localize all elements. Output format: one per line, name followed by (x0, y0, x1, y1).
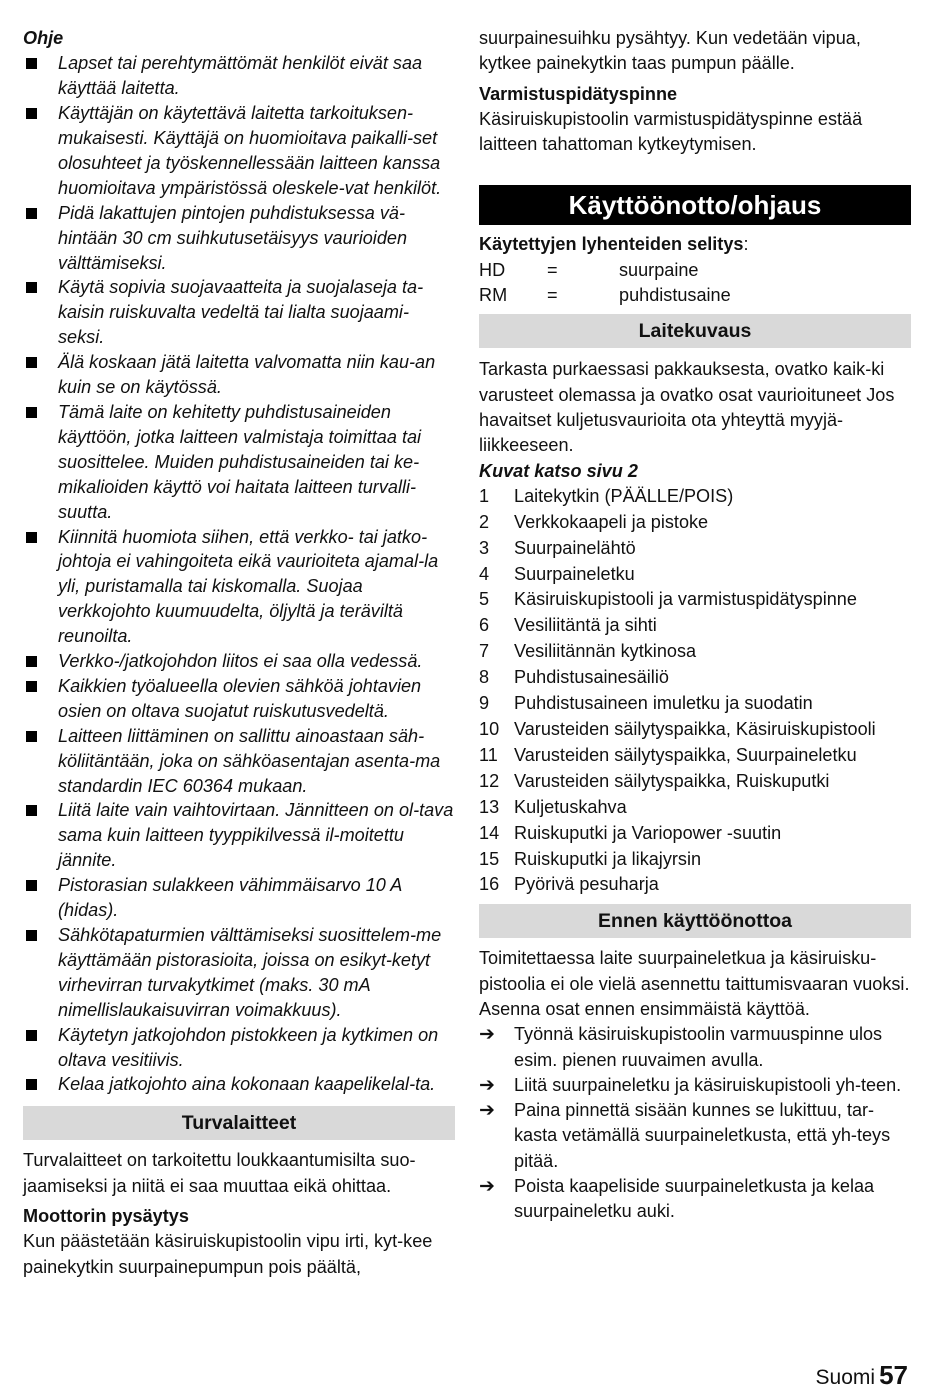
list-item: 3 Suurpainelähtö (479, 537, 636, 558)
page-footer (816, 1360, 908, 1393)
square-bullet-icon (26, 930, 37, 941)
right-column (479, 26, 911, 1225)
list-item: ➔ Poista kaapeliside suurpaineletkusta ja kelaa suurpaineletku auki. (479, 1176, 875, 1222)
bullet-item: Älä koskaan jätä laitetta valvomatta niin kau-an kuin se on käytössä. (23, 350, 455, 400)
varmistuspidatyspinne-text: Käsiruiskupistoolin varmistuspidätyspinne estää laitteen tahattoman kytkeytymisen. (479, 108, 863, 155)
ennen-kayttoonottoa-text: Toimitettaessa laite suurpaineletkua ja käsiruisku-pistoolia ei ole vielä asennettu taittumisvaaran vuoksi. Asenna osat ennen ensimmäistä käyttöä. (479, 948, 910, 1019)
square-bullet-icon (26, 1030, 37, 1041)
list-item: 2 Verkkokaapeli ja pistoke (479, 511, 709, 532)
arrow-right-icon: ➔ (479, 1024, 495, 1046)
bullet-item: Kelaa jatkojohto aina kokonaan kaapelikelal-ta. (23, 1072, 455, 1097)
safety-bullet-list (23, 51, 455, 1097)
bullet-item: Pistorasian sulakkeen vähimmäisarvo 10 A (hidas). (23, 873, 455, 923)
parts-list (479, 484, 911, 899)
turvalaitteet-text: Turvalaitteet on tarkoitettu loukkaantumisilta suo-jaamiseksi ja niitä ei saa muuttaa eikä ohittaa. (23, 1150, 416, 1196)
list-item: 16 Pyörivä pesuharja (479, 874, 659, 895)
list-item: 11 Varusteiden säilytyspaikka, Suurpaineletku (479, 744, 857, 765)
square-bullet-icon (26, 58, 37, 69)
bullet-item: Laitteen liittäminen on sallittu ainoastaan säh-köliitäntään, joka on sähköasentajan asenta-ma standardin IEC 60364 mukaan. (23, 724, 455, 799)
square-bullet-icon (26, 357, 37, 368)
footer-language: Suomi (815, 1366, 876, 1389)
abbreviation-row: RM = puhdistusaine (479, 285, 731, 306)
abbreviation-row: HD = suurpaine (479, 259, 699, 280)
list-item: 7 Vesiliitännän kytkinosa (479, 641, 697, 662)
bullet-item: Pidä lakattujen pintojen puhdistuksessa vä-hintään 30 cm suihkutusetäisyys vaurioiden välttämiseksi. (23, 201, 455, 276)
bullet-item: Käytä sopivia suojavaatteita ja suojalaseja ta-kaisin ruiskuvalta vedeltä tai lialta suojaami-seksi. (23, 275, 455, 350)
list-item: 6 Vesiliitäntä ja sihti (479, 615, 657, 636)
list-item: 1 Laitekytkin (PÄÄLLE/POIS) (479, 485, 734, 506)
bullet-item: Käyttäjän on käytettävä laitetta tarkoituksen-mukaisesti. Käyttäjä on huomioitava paikalli-set olosuhteet ja työskennellessään laitteen kanssa huomioitava ympäristössä oleskele-vat henkilöt. (23, 101, 455, 201)
square-bullet-icon (26, 880, 37, 891)
kayttoonotto-section-title: Käyttöönotto/ohjaus (479, 185, 911, 225)
kuvat-reference: Kuvat katso sivu 2 (479, 460, 638, 481)
bullet-item: Tämä laite on kehitetty puhdistusaineiden käyttöön, jotka laitteen valmistaja toimittaa tai suosittelee. Muiden puhdistusaineiden tai ke-mikalioiden käyttö voi haitata laitteen turvalli-suutta. (23, 400, 455, 525)
square-bullet-icon (26, 1079, 37, 1090)
list-item: 8 Puhdistusainesäiliö (479, 667, 669, 688)
square-bullet-icon (26, 731, 37, 742)
moottorin-pysaytys-heading: Moottorin pysäytys (23, 1205, 189, 1226)
list-item: ➔ Työnnä käsiruiskupistoolin varmuuspinne ulos esim. pienen ruuvaimen avulla. (479, 1024, 883, 1070)
bullet-item: Liitä laite vain vaihtovirtaan. Jännitteen on ol-tava sama kuin laitteen tyyppikilvessä il-moitettu jännite. (23, 798, 455, 873)
list-item: 10 Varusteiden säilytyspaikka, Käsiruiskupistooli (479, 719, 876, 740)
abbreviations-heading: Käytettyjen lyhenteiden selitys: (479, 234, 749, 255)
moottorin-pysaytys-text: Kun päästetään käsiruiskupistoolin vipu irti, kyt-kee painekytkin suurpainepumpun pois päältä, (23, 1231, 433, 1277)
square-bullet-icon (26, 681, 37, 692)
square-bullet-icon (26, 805, 37, 816)
bullet-item: Käytetyn jatkojohdon pistokkeen ja kytkimen on oltava vesitiivis. (23, 1023, 455, 1073)
laitekuvaus-heading: Laitekuvaus (479, 314, 911, 348)
ohje-title: Ohje (23, 28, 64, 48)
left-column (23, 26, 455, 1280)
square-bullet-icon (26, 532, 37, 543)
square-bullet-icon (26, 108, 37, 119)
square-bullet-icon (26, 407, 37, 418)
list-item: 13 Kuljetuskahva (479, 796, 627, 817)
steps-list (479, 1022, 911, 1224)
varmistuspidatyspinne-heading: Varmistuspidätyspinne (479, 83, 678, 104)
continued-text: suurpainesuihku pysähtyy. Kun vedetään vipua, kytkee painekytkin taas pumpun päälle. (479, 28, 861, 74)
arrow-right-icon: ➔ (479, 1074, 495, 1096)
arrow-right-icon: ➔ (479, 1176, 495, 1198)
bullet-item: Sähkötapaturmien välttämiseksi suosittelem-me käyttämään pistorasioita, joissa on esikyt-ketyt virhevirran turvakytkimet (maks. 30 mA nimellislaukaisuvirran voimakkuus). (23, 923, 455, 1023)
list-item: ➔ Paina pinnettä sisään kunnes se lukittuu, tar-kasta vetämällä suurpaineletkusta, että yh-teys pitää. (479, 1100, 891, 1171)
bullet-item: Lapset tai perehtymättömät henkilöt eivät saa käyttää laitetta. (23, 51, 455, 101)
arrow-right-icon: ➔ (479, 1100, 495, 1122)
ennen-kayttoonottoa-heading: Ennen käyttöönottoa (479, 904, 911, 938)
bullet-item: Kaikkien työalueella olevien sähköä johtavien osien on oltava suojatut ruiskutusvedeltä. (23, 674, 455, 724)
turvalaitteet-heading: Turvalaitteet (23, 1106, 455, 1140)
list-item: 12 Varusteiden säilytyspaikka, Ruiskuputki (479, 770, 830, 791)
bullet-item: Verkko-/jatkojohdon liitos ei saa olla vedessä. (23, 649, 455, 674)
list-item: 15 Ruiskuputki ja likajyrsin (479, 848, 702, 869)
bullet-item: Kiinnitä huomiota siihen, että verkko- tai jatko-johtoja ei vahingoiteta eikä vaurioiteta ajamal-la yli, puristamalla tai kiskomalla. Suojaa verkkojohto kuumuudelta, öljyltä ja teräviltä reunoilta. (23, 525, 455, 650)
square-bullet-icon (26, 282, 37, 293)
list-item: 14 Ruiskuputki ja Variopower -suutin (479, 822, 782, 843)
list-item: 9 Puhdistusaineen imuletku ja suodatin (479, 693, 813, 714)
list-item: ➔ Liitä suurpaineletku ja käsiruiskupistooli yh-teen. (479, 1073, 911, 1098)
square-bullet-icon (26, 208, 37, 219)
page-number: 57 (879, 1360, 908, 1390)
list-item: 5 Käsiruiskupistooli ja varmistuspidätyspinne (479, 589, 857, 610)
square-bullet-icon (26, 656, 37, 667)
list-item: 4 Suurpaineletku (479, 563, 635, 584)
laitekuvaus-text: Tarkasta purkaessasi pakkauksesta, ovatko kaik-ki varusteet olemassa ja ovatko osat vaurioituneet Jos havaitset kuljetusvaurioita ota yhteyttä myyjä-liikkeeseen. (479, 359, 895, 456)
